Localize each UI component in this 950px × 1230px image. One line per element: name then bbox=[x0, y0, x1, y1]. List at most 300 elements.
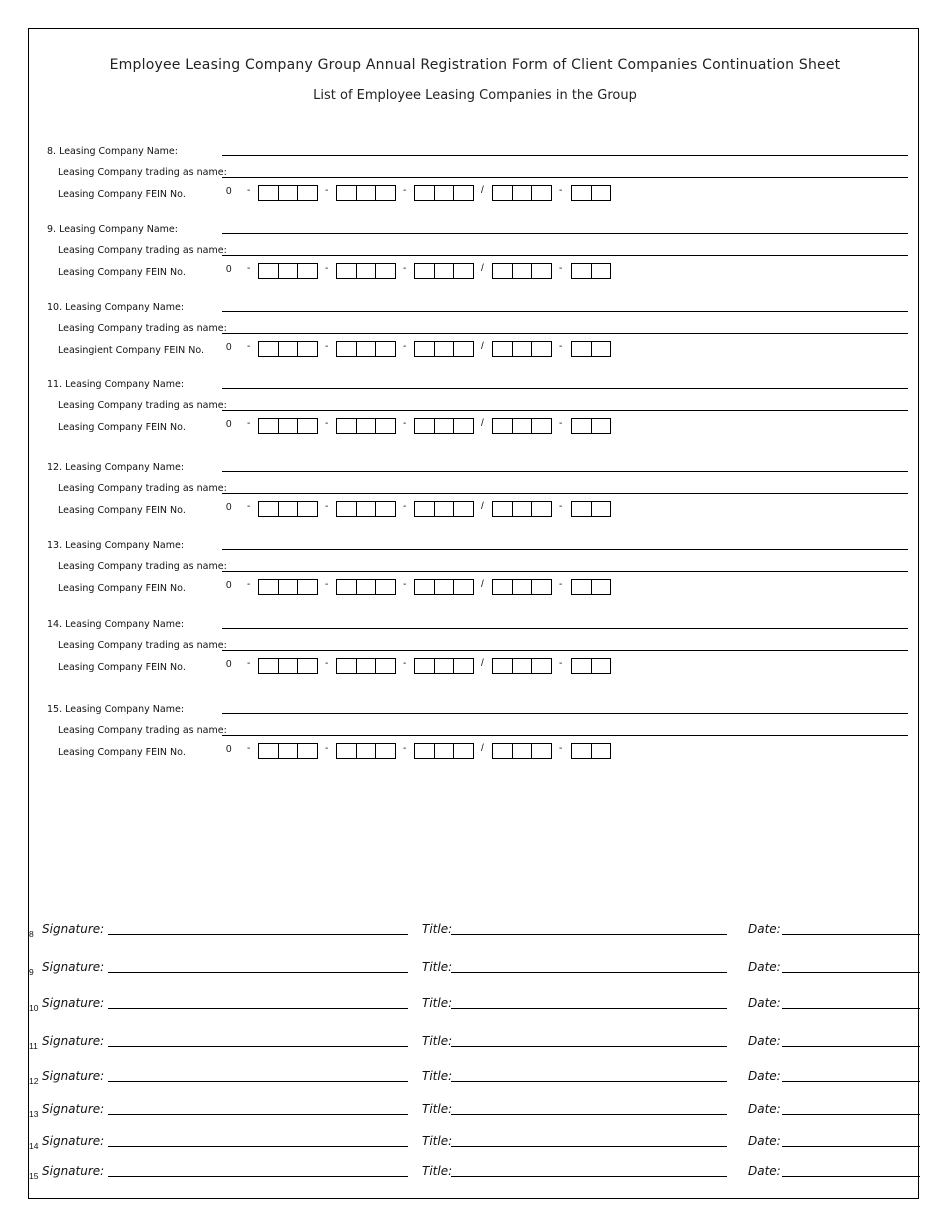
fein-digit-box[interactable] bbox=[259, 659, 279, 673]
fein-separator: - bbox=[247, 743, 251, 754]
fein-digit-box[interactable] bbox=[376, 186, 395, 200]
fein-prefix: 0 bbox=[226, 264, 232, 275]
trading-name-label: Leasing Company trading as name: bbox=[58, 167, 227, 178]
signature-row bbox=[0, 1102, 950, 1122]
fein-digit-group bbox=[414, 579, 474, 595]
fein-digit-box[interactable] bbox=[513, 419, 533, 433]
fein-separator: - bbox=[247, 263, 251, 274]
date-field[interactable] bbox=[782, 1046, 920, 1047]
trading-name-field[interactable] bbox=[222, 333, 908, 334]
fein-digit-group bbox=[571, 743, 611, 759]
fein-separator: - bbox=[247, 185, 251, 196]
fein-separator: / bbox=[481, 743, 484, 754]
signature-label: Signature: bbox=[42, 922, 105, 936]
signature-label: Signature: bbox=[42, 1164, 105, 1178]
date-label: Date: bbox=[748, 1164, 781, 1178]
fein-digit-box[interactable] bbox=[493, 186, 513, 200]
fein-digit-box[interactable] bbox=[376, 744, 395, 758]
fein-digit-group bbox=[258, 263, 318, 279]
trading-name-label: Leasing Company trading as name: bbox=[58, 483, 227, 494]
fein-digit-group bbox=[258, 658, 318, 674]
fein-separator: / bbox=[481, 341, 484, 352]
fein-digit-box[interactable] bbox=[415, 264, 435, 278]
fein-separator: - bbox=[403, 418, 407, 429]
fein-digit-box[interactable] bbox=[513, 744, 533, 758]
fein-digit-box[interactable] bbox=[337, 659, 357, 673]
fein-digit-box[interactable] bbox=[454, 659, 473, 673]
fein-digit-group bbox=[336, 658, 396, 674]
fein-input-group bbox=[224, 184, 624, 202]
leasing-company-entry bbox=[0, 146, 950, 216]
fein-separator: - bbox=[559, 263, 563, 274]
company-name-label: 8. Leasing Company Name: bbox=[47, 146, 178, 157]
date-label: Date: bbox=[748, 922, 781, 936]
signature-label: Signature: bbox=[42, 1069, 105, 1083]
fein-input-group bbox=[224, 578, 624, 596]
fein-separator: - bbox=[247, 501, 251, 512]
company-name-label: 13. Leasing Company Name: bbox=[47, 540, 185, 551]
fein-digit-group bbox=[492, 263, 552, 279]
fein-digit-box[interactable] bbox=[592, 342, 611, 356]
company-name-label: 10. Leasing Company Name: bbox=[47, 302, 185, 313]
fein-digit-group bbox=[571, 341, 611, 357]
fein-digit-box[interactable] bbox=[435, 264, 455, 278]
fein-digit-box[interactable] bbox=[298, 580, 317, 594]
fein-label: Leasingient Company FEIN No. bbox=[58, 345, 205, 356]
date-field[interactable] bbox=[782, 1081, 920, 1082]
fein-digit-box[interactable] bbox=[337, 419, 357, 433]
trading-name-field[interactable] bbox=[222, 735, 908, 736]
signature-field[interactable] bbox=[108, 1114, 408, 1115]
fein-input-group bbox=[224, 657, 624, 675]
fein-digit-box[interactable] bbox=[493, 659, 513, 673]
fein-digit-box[interactable] bbox=[259, 580, 279, 594]
fein-digit-group bbox=[258, 501, 318, 517]
fein-digit-box[interactable] bbox=[513, 580, 533, 594]
fein-digit-box[interactable] bbox=[259, 502, 279, 516]
fein-digit-group bbox=[571, 579, 611, 595]
fein-digit-box[interactable] bbox=[454, 580, 473, 594]
signature-row bbox=[0, 1164, 950, 1184]
fein-digit-box[interactable] bbox=[572, 580, 592, 594]
fein-separator: - bbox=[247, 579, 251, 590]
title-field[interactable] bbox=[451, 1046, 727, 1047]
fein-digit-box[interactable] bbox=[337, 502, 357, 516]
title-label: Title: bbox=[422, 1069, 453, 1083]
fein-digit-group bbox=[414, 418, 474, 434]
title-label: Title: bbox=[422, 960, 453, 974]
date-label: Date: bbox=[748, 960, 781, 974]
fein-separator: - bbox=[247, 341, 251, 352]
fein-digit-box[interactable] bbox=[376, 342, 395, 356]
date-field[interactable] bbox=[782, 1114, 920, 1115]
fein-label: Leasing Company FEIN No. bbox=[58, 662, 186, 673]
fein-digit-box[interactable] bbox=[454, 186, 473, 200]
fein-separator: - bbox=[325, 501, 329, 512]
fein-label: Leasing Company FEIN No. bbox=[58, 189, 186, 200]
fein-digit-group bbox=[258, 579, 318, 595]
fein-digit-box[interactable] bbox=[592, 502, 611, 516]
company-name-field[interactable] bbox=[222, 628, 908, 629]
trading-name-field[interactable] bbox=[222, 650, 908, 651]
fein-digit-box[interactable] bbox=[493, 419, 513, 433]
signature-field[interactable] bbox=[108, 934, 408, 935]
fein-digit-box[interactable] bbox=[592, 580, 611, 594]
fein-digit-group bbox=[492, 579, 552, 595]
signature-row bbox=[0, 960, 950, 980]
fein-separator: - bbox=[559, 418, 563, 429]
fein-digit-box[interactable] bbox=[298, 342, 317, 356]
fein-digit-box[interactable] bbox=[435, 419, 455, 433]
signature-field[interactable] bbox=[108, 1046, 408, 1047]
fein-digit-box[interactable] bbox=[415, 580, 435, 594]
trading-name-field[interactable] bbox=[222, 255, 908, 256]
signature-field[interactable] bbox=[108, 972, 408, 973]
company-name-field[interactable] bbox=[222, 549, 908, 550]
fein-separator: - bbox=[403, 579, 407, 590]
signature-label: Signature: bbox=[42, 1102, 105, 1116]
fein-digit-box[interactable] bbox=[454, 264, 473, 278]
title-field[interactable] bbox=[451, 1176, 727, 1177]
fein-digit-group bbox=[571, 501, 611, 517]
leasing-company-entry bbox=[0, 540, 950, 610]
form-subtitle: List of Employee Leasing Companies in the Group bbox=[313, 88, 637, 103]
fein-digit-group bbox=[336, 743, 396, 759]
date-field[interactable] bbox=[782, 972, 920, 973]
fein-digit-box[interactable] bbox=[532, 502, 551, 516]
fein-separator: - bbox=[559, 185, 563, 196]
fein-digit-group bbox=[414, 501, 474, 517]
fein-digit-box[interactable] bbox=[298, 264, 317, 278]
fein-digit-box[interactable] bbox=[298, 186, 317, 200]
fein-digit-box[interactable] bbox=[376, 659, 395, 673]
company-name-field[interactable] bbox=[222, 713, 908, 714]
fein-digit-box[interactable] bbox=[337, 744, 357, 758]
fein-digit-box[interactable] bbox=[454, 744, 473, 758]
title-field[interactable] bbox=[451, 1146, 727, 1147]
date-field[interactable] bbox=[782, 1176, 920, 1177]
fein-digit-box[interactable] bbox=[532, 342, 551, 356]
fein-digit-box[interactable] bbox=[435, 502, 455, 516]
signature-label: Signature: bbox=[42, 996, 105, 1010]
company-name-label: 9. Leasing Company Name: bbox=[47, 224, 178, 235]
company-name-label: 12. Leasing Company Name: bbox=[47, 462, 185, 473]
signature-row-number: 14 bbox=[29, 1141, 39, 1151]
fein-digit-box[interactable] bbox=[279, 502, 299, 516]
fein-digit-box[interactable] bbox=[376, 264, 395, 278]
fein-separator: / bbox=[481, 658, 484, 669]
fein-digit-box[interactable] bbox=[259, 342, 279, 356]
fein-separator: / bbox=[481, 579, 484, 590]
fein-digit-group bbox=[258, 743, 318, 759]
fein-digit-box[interactable] bbox=[572, 186, 592, 200]
fein-digit-group bbox=[492, 501, 552, 517]
fein-digit-box[interactable] bbox=[592, 419, 611, 433]
fein-digit-group bbox=[258, 341, 318, 357]
signature-row-number: 11 bbox=[29, 1041, 38, 1051]
fein-digit-group bbox=[336, 501, 396, 517]
fein-digit-box[interactable] bbox=[279, 659, 299, 673]
fein-digit-box[interactable] bbox=[592, 659, 611, 673]
title-label: Title: bbox=[422, 996, 453, 1010]
fein-digit-box[interactable] bbox=[435, 186, 455, 200]
signature-label: Signature: bbox=[42, 1034, 105, 1048]
fein-digit-box[interactable] bbox=[357, 659, 377, 673]
fein-digit-box[interactable] bbox=[415, 342, 435, 356]
trading-name-label: Leasing Company trading as name: bbox=[58, 245, 227, 256]
fein-separator: - bbox=[403, 658, 407, 669]
fein-digit-box[interactable] bbox=[513, 659, 533, 673]
fein-separator: / bbox=[481, 501, 484, 512]
form-title: Employee Leasing Company Group Annual Registration Form of Client Companies Continuation Sheet bbox=[109, 57, 841, 73]
trading-name-label: Leasing Company trading as name: bbox=[58, 323, 227, 334]
fein-digit-box[interactable] bbox=[279, 744, 299, 758]
fein-digit-box[interactable] bbox=[493, 264, 513, 278]
date-label: Date: bbox=[748, 996, 781, 1010]
fein-digit-box[interactable] bbox=[493, 744, 513, 758]
fein-digit-group bbox=[492, 418, 552, 434]
fein-digit-group bbox=[571, 658, 611, 674]
company-name-field[interactable] bbox=[222, 388, 908, 389]
signature-field[interactable] bbox=[108, 1081, 408, 1082]
fein-digit-box[interactable] bbox=[592, 744, 611, 758]
fein-digit-box[interactable] bbox=[259, 744, 279, 758]
fein-digit-box[interactable] bbox=[415, 744, 435, 758]
fein-separator: - bbox=[325, 341, 329, 352]
fein-digit-box[interactable] bbox=[357, 186, 377, 200]
fein-digit-box[interactable] bbox=[572, 342, 592, 356]
fein-separator: - bbox=[559, 579, 563, 590]
fein-label: Leasing Company FEIN No. bbox=[58, 422, 186, 433]
trading-name-label: Leasing Company trading as name: bbox=[58, 640, 227, 651]
leasing-company-entry bbox=[0, 704, 950, 774]
fein-digit-box[interactable] bbox=[513, 502, 533, 516]
fein-digit-box[interactable] bbox=[279, 264, 299, 278]
fein-separator: - bbox=[403, 185, 407, 196]
fein-digit-box[interactable] bbox=[435, 659, 455, 673]
title-label: Title: bbox=[422, 1134, 453, 1148]
fein-digit-box[interactable] bbox=[592, 264, 611, 278]
fein-digit-box[interactable] bbox=[259, 264, 279, 278]
fein-digit-box[interactable] bbox=[513, 342, 533, 356]
title-field[interactable] bbox=[451, 972, 727, 973]
fein-digit-box[interactable] bbox=[279, 419, 299, 433]
signature-field[interactable] bbox=[108, 1176, 408, 1177]
fein-digit-box[interactable] bbox=[357, 264, 377, 278]
signature-row bbox=[0, 996, 950, 1016]
fein-separator: / bbox=[481, 185, 484, 196]
fein-input-group bbox=[224, 500, 624, 518]
fein-digit-group bbox=[336, 263, 396, 279]
signature-row-number: 10 bbox=[29, 1003, 39, 1013]
fein-label: Leasing Company FEIN No. bbox=[58, 505, 186, 516]
fein-prefix: 0 bbox=[226, 580, 232, 591]
fein-digit-box[interactable] bbox=[572, 744, 592, 758]
fein-digit-group bbox=[336, 418, 396, 434]
title-field[interactable] bbox=[451, 1008, 727, 1009]
date-field[interactable] bbox=[782, 1008, 920, 1009]
signature-row-number: 13 bbox=[29, 1109, 39, 1119]
company-name-field[interactable] bbox=[222, 311, 908, 312]
fein-digit-box[interactable] bbox=[572, 419, 592, 433]
signature-row-number: 12 bbox=[29, 1076, 39, 1086]
fein-separator: - bbox=[325, 418, 329, 429]
fein-digit-box[interactable] bbox=[357, 580, 377, 594]
fein-prefix: 0 bbox=[226, 419, 232, 430]
fein-digit-box[interactable] bbox=[259, 419, 279, 433]
fein-separator: - bbox=[325, 658, 329, 669]
fein-digit-box[interactable] bbox=[279, 580, 299, 594]
signature-row bbox=[0, 922, 950, 942]
title-field[interactable] bbox=[451, 934, 727, 935]
fein-digit-box[interactable] bbox=[357, 342, 377, 356]
fein-digit-box[interactable] bbox=[337, 186, 357, 200]
fein-digit-box[interactable] bbox=[592, 186, 611, 200]
fein-digit-box[interactable] bbox=[532, 264, 551, 278]
fein-digit-box[interactable] bbox=[279, 342, 299, 356]
fein-separator: - bbox=[403, 501, 407, 512]
leasing-company-entry bbox=[0, 302, 950, 372]
fein-input-group bbox=[224, 742, 624, 760]
date-field[interactable] bbox=[782, 934, 920, 935]
fein-digit-box[interactable] bbox=[435, 342, 455, 356]
title-label: Title: bbox=[422, 922, 453, 936]
fein-digit-group bbox=[492, 341, 552, 357]
fein-digit-group bbox=[336, 341, 396, 357]
fein-separator: - bbox=[247, 658, 251, 669]
fein-digit-box[interactable] bbox=[532, 419, 551, 433]
fein-digit-box[interactable] bbox=[337, 580, 357, 594]
fein-separator: - bbox=[559, 658, 563, 669]
fein-digit-box[interactable] bbox=[298, 419, 317, 433]
signature-field[interactable] bbox=[108, 1146, 408, 1147]
fein-digit-box[interactable] bbox=[493, 502, 513, 516]
title-field[interactable] bbox=[451, 1081, 727, 1082]
fein-digit-box[interactable] bbox=[298, 659, 317, 673]
fein-digit-box[interactable] bbox=[532, 659, 551, 673]
fein-digit-group bbox=[336, 185, 396, 201]
fein-digit-box[interactable] bbox=[532, 580, 551, 594]
trading-name-label: Leasing Company trading as name: bbox=[58, 561, 227, 572]
fein-prefix: 0 bbox=[226, 342, 232, 353]
fein-input-group bbox=[224, 417, 624, 435]
trading-name-field[interactable] bbox=[222, 571, 908, 572]
fein-digit-box[interactable] bbox=[415, 186, 435, 200]
fein-digit-box[interactable] bbox=[337, 342, 357, 356]
company-name-label: 11. Leasing Company Name: bbox=[47, 379, 185, 390]
fein-digit-group bbox=[571, 263, 611, 279]
fein-digit-box[interactable] bbox=[415, 502, 435, 516]
leasing-company-entry bbox=[0, 224, 950, 294]
fein-digit-box[interactable] bbox=[572, 264, 592, 278]
fein-prefix: 0 bbox=[226, 502, 232, 513]
fein-digit-box[interactable] bbox=[357, 744, 377, 758]
signature-field[interactable] bbox=[108, 1008, 408, 1009]
title-label: Title: bbox=[422, 1034, 453, 1048]
fein-digit-box[interactable] bbox=[415, 419, 435, 433]
fein-digit-box[interactable] bbox=[493, 580, 513, 594]
fein-digit-group bbox=[414, 341, 474, 357]
signature-row-number: 8 bbox=[29, 929, 34, 939]
fein-separator: - bbox=[403, 743, 407, 754]
fein-digit-group bbox=[414, 743, 474, 759]
fein-digit-box[interactable] bbox=[532, 744, 551, 758]
leasing-company-entry bbox=[0, 619, 950, 689]
fein-label: Leasing Company FEIN No. bbox=[58, 747, 186, 758]
fein-digit-box[interactable] bbox=[279, 186, 299, 200]
trading-name-field[interactable] bbox=[222, 177, 908, 178]
title-field[interactable] bbox=[451, 1114, 727, 1115]
fein-separator: - bbox=[403, 263, 407, 274]
company-name-field[interactable] bbox=[222, 155, 908, 156]
fein-digit-box[interactable] bbox=[572, 659, 592, 673]
company-name-label: 15. Leasing Company Name: bbox=[47, 704, 185, 715]
fein-digit-box[interactable] bbox=[435, 744, 455, 758]
fein-digit-group bbox=[414, 658, 474, 674]
fein-digit-group bbox=[492, 185, 552, 201]
fein-digit-box[interactable] bbox=[376, 580, 395, 594]
signature-row bbox=[0, 1069, 950, 1089]
trading-name-field[interactable] bbox=[222, 493, 908, 494]
signature-label: Signature: bbox=[42, 960, 105, 974]
signature-row-number: 9 bbox=[29, 967, 34, 977]
signature-row bbox=[0, 1134, 950, 1154]
company-name-field[interactable] bbox=[222, 471, 908, 472]
fein-digit-box[interactable] bbox=[337, 264, 357, 278]
date-field[interactable] bbox=[782, 1146, 920, 1147]
fein-digit-box[interactable] bbox=[259, 186, 279, 200]
title-label: Title: bbox=[422, 1102, 453, 1116]
fein-digit-box[interactable] bbox=[376, 502, 395, 516]
fein-digit-box[interactable] bbox=[572, 502, 592, 516]
fein-separator: - bbox=[559, 341, 563, 352]
fein-separator: - bbox=[325, 185, 329, 196]
fein-digit-group bbox=[414, 185, 474, 201]
fein-digit-box[interactable] bbox=[357, 502, 377, 516]
fein-digit-box[interactable] bbox=[493, 342, 513, 356]
signature-row-number: 15 bbox=[29, 1171, 39, 1181]
company-name-field[interactable] bbox=[222, 233, 908, 234]
fein-digit-box[interactable] bbox=[454, 342, 473, 356]
fein-digit-group bbox=[414, 263, 474, 279]
fein-digit-group bbox=[492, 743, 552, 759]
date-label: Date: bbox=[748, 1102, 781, 1116]
fein-separator: / bbox=[481, 263, 484, 274]
fein-digit-box[interactable] bbox=[513, 264, 533, 278]
fein-separator: - bbox=[559, 501, 563, 512]
fein-digit-box[interactable] bbox=[435, 580, 455, 594]
fein-digit-box[interactable] bbox=[298, 744, 317, 758]
fein-separator: - bbox=[325, 263, 329, 274]
signature-label: Signature: bbox=[42, 1134, 105, 1148]
fein-digit-box[interactable] bbox=[532, 186, 551, 200]
fein-digit-box[interactable] bbox=[513, 186, 533, 200]
date-label: Date: bbox=[748, 1134, 781, 1148]
fein-digit-box[interactable] bbox=[376, 419, 395, 433]
fein-digit-box[interactable] bbox=[357, 419, 377, 433]
fein-separator: - bbox=[403, 341, 407, 352]
fein-prefix: 0 bbox=[226, 744, 232, 755]
fein-separator: / bbox=[481, 418, 484, 429]
title-label: Title: bbox=[422, 1164, 453, 1178]
fein-digit-group bbox=[571, 185, 611, 201]
fein-digit-box[interactable] bbox=[454, 419, 473, 433]
fein-digit-box[interactable] bbox=[298, 502, 317, 516]
fein-digit-box[interactable] bbox=[415, 659, 435, 673]
trading-name-field[interactable] bbox=[222, 410, 908, 411]
fein-digit-box[interactable] bbox=[454, 502, 473, 516]
fein-input-group bbox=[224, 262, 624, 280]
